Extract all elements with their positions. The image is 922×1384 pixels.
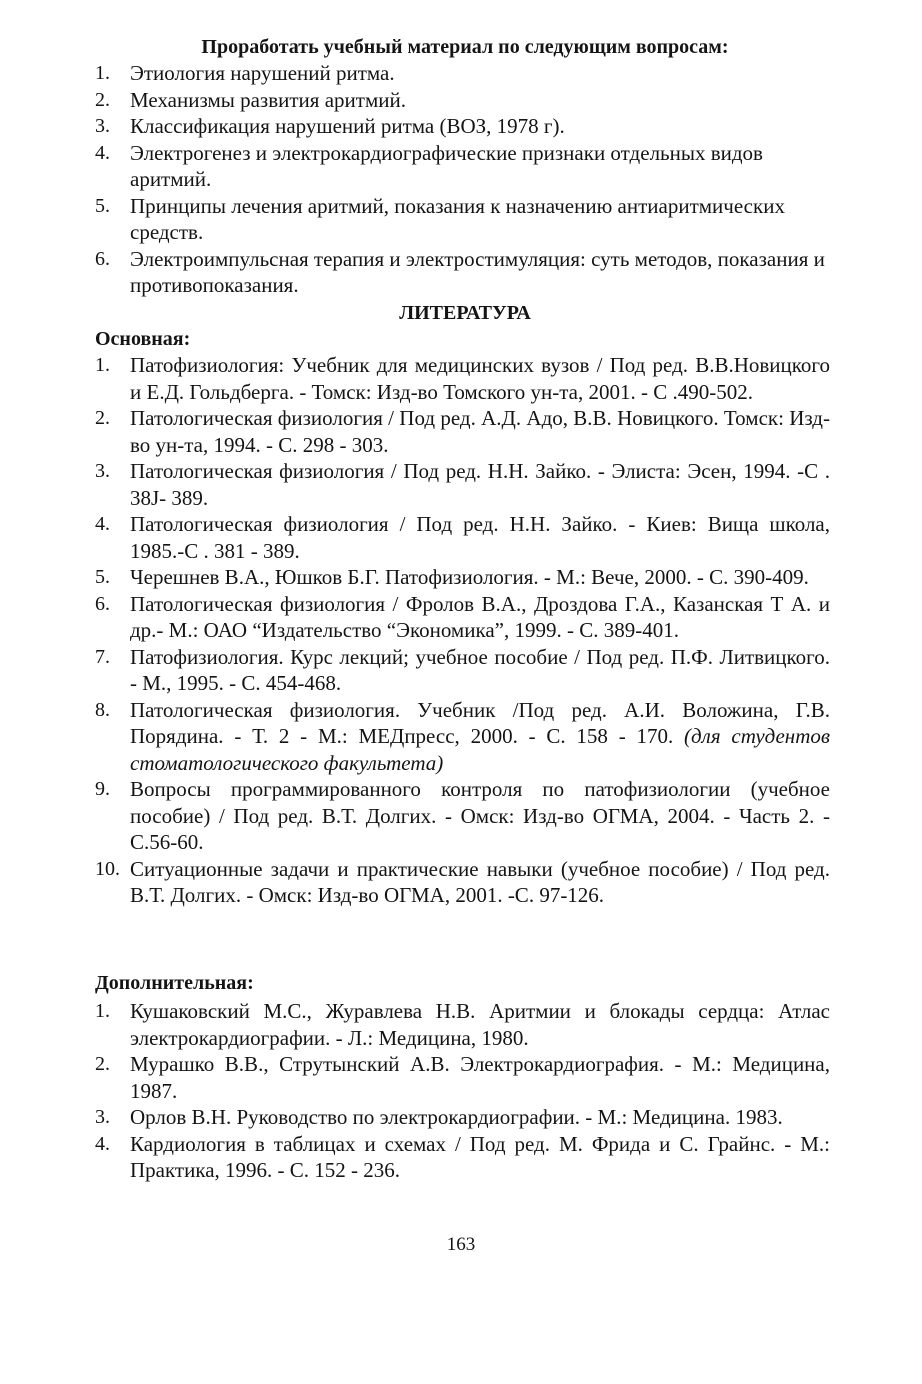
- reference-text: Патофизиология. Курс лекций; учебное пособие / Под ред. П.Ф. Литвицкого. - М., 1995. - С. 454-468.: [130, 644, 830, 695]
- questions-list: [95, 60, 830, 299]
- reference-number: 10.: [95, 857, 120, 880]
- reference-number: 1.: [95, 354, 110, 376]
- reference-item: [95, 564, 830, 591]
- reference-text: Патологическая физиология / Под ред. Н.Н. Зайко. - Киев: Вища школа, 1985.-С . 381 - 389.: [130, 512, 830, 563]
- reference-item: [95, 856, 830, 909]
- reference-item: [95, 697, 830, 777]
- reference-item: [95, 458, 830, 511]
- reference-number: 8.: [95, 698, 110, 721]
- question-item: [95, 60, 830, 87]
- reference-text: Черешнев В.А., Юшков Б.Г. Патофизиология. - М.: Вече, 2000. - С. 390-409.: [130, 565, 809, 589]
- question-text: Электрогенез и электрокардиографические признаки отдельных видов аритмий.: [130, 140, 763, 191]
- question-item: [95, 113, 830, 140]
- question-number: 1.: [95, 62, 110, 84]
- page-heading: Проработать учебный материал по следующим вопросам:: [201, 36, 729, 58]
- page-number: 163: [446, 1234, 476, 1255]
- main-literature-label: Основная:: [95, 328, 191, 350]
- question-number: 2.: [95, 88, 110, 111]
- reference-text: Кардиология в таблицах и схемах / Под ред. М. Фрида и С. Грайнс. - М.: Практика, 1996. - С. 152 - 236.: [130, 1131, 830, 1182]
- reference-text: Патологическая физиология / Фролов В.А., Дроздова Г.А., Казанская Т А. и др.- М.: ОАО “Издательство “Экономика”, 1999. - С. 389-401.: [130, 591, 830, 642]
- extra-literature-label: Дополнительная:: [95, 972, 254, 994]
- reference-number: 3.: [95, 460, 110, 482]
- question-text: Электроимпульсная терапия и электростимуляция: суть методов, показания и противопоказания.: [130, 246, 825, 297]
- question-number: 5.: [95, 194, 110, 217]
- reference-text: Вопросы программированного контроля по патофизиологии (учебное пособие) / Под ред. В.Т. Долгих. - Омск: Изд-во ОГМА, 2004. - Часть 2. - С.56-60.: [130, 777, 830, 854]
- reference-number: 1.: [95, 1000, 110, 1022]
- question-item: [95, 87, 830, 114]
- reference-text: Кушаковский М.С., Журавлева Н.В. Аритмии и блокады сердца: Атлас электрокардиографии. - Л.: Медицина, 1980.: [130, 999, 830, 1050]
- question-text: Этиология нарушений ритма.: [130, 61, 395, 85]
- reference-text: Орлов В.Н. Руководство по электрокардиографии. - М.: Медицина. 1983.: [130, 1105, 783, 1129]
- reference-item: [95, 405, 830, 458]
- reference-text: Патологическая физиология / Под ред. А.Д. Адо, В.В. Новицкого. Томск: Изд-во ун-та, 1994. - С. 298 - 303.: [130, 406, 830, 457]
- question-item: [95, 140, 830, 193]
- question-number: 6.: [95, 247, 110, 270]
- literature-title: ЛИТЕРАТУРА: [399, 302, 531, 324]
- reference-text: Патологическая физиология. Учебник /Под ред. А.И. Воложина, Г.В. Порядина. - Т. 2 - М.: МЕДпресс, 2000. - С. 158 - 170.: [130, 697, 830, 748]
- reference-number: 2.: [95, 407, 110, 429]
- reference-item: [95, 352, 830, 405]
- reference-item: [95, 998, 830, 1051]
- extra-references-list: [95, 998, 830, 1184]
- reference-item: [95, 776, 830, 856]
- reference-item: [95, 591, 830, 644]
- reference-text: Патофизиология: Учебник для медицинских вузов / Под ред. В.В.Новицкого и Е.Д. Гольдберга. - Томск: Изд-во Томского ун-та, 2001. - С .490-502.: [130, 353, 830, 404]
- reference-item: [95, 1104, 830, 1131]
- reference-number: 9.: [95, 778, 110, 800]
- reference-text: Мурашко В.В., Струтынский А.В. Электрокардиография. - М.: Медицина, 1987.: [130, 1052, 830, 1103]
- main-references-list: [95, 352, 830, 909]
- reference-number: 5.: [95, 566, 110, 588]
- reference-note: (для студентов стоматологического факультета): [130, 724, 830, 775]
- question-item: [95, 246, 830, 299]
- reference-number: 6.: [95, 592, 110, 615]
- question-text: Механизмы развития аритмий.: [130, 87, 406, 112]
- reference-number: 3.: [95, 1106, 110, 1128]
- reference-item: [95, 644, 830, 697]
- reference-item: [95, 1051, 830, 1104]
- reference-text: Патологическая физиология / Под ред. Н.Н. Зайко. - Элиста: Эсен, 1994. -С . 38J- 389.: [130, 459, 830, 510]
- reference-text: Ситуационные задачи и практические навыки (учебное пособие) / Под ред. В.Т. Долгих. - Омск: Изд-во ОГМА, 2001. -С. 97-126.: [130, 856, 830, 907]
- reference-item: [95, 511, 830, 564]
- reference-number: 4.: [95, 1132, 110, 1155]
- reference-number: 2.: [95, 1053, 110, 1075]
- question-number: 4.: [95, 141, 110, 164]
- question-text: Принципы лечения аритмий, показания к назначению антиаритмических средств.: [130, 193, 785, 244]
- question-item: [95, 193, 830, 246]
- question-text: Классификация нарушений ритма (ВОЗ, 1978 г).: [130, 114, 565, 138]
- reference-number: 4.: [95, 513, 110, 535]
- reference-item: [95, 1131, 830, 1184]
- question-number: 3.: [95, 115, 110, 137]
- reference-number: 7.: [95, 645, 110, 668]
